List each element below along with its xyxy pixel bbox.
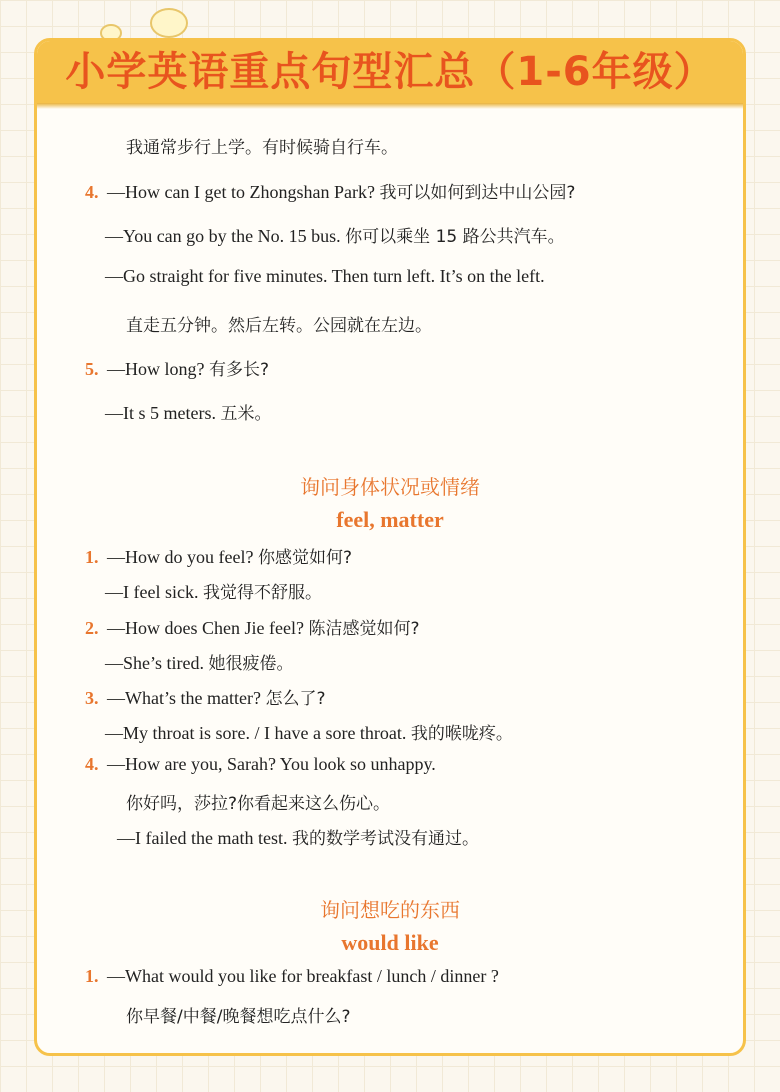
sentence-item (85, 355, 269, 380)
sentence-item (105, 222, 565, 247)
sentence-item (85, 754, 436, 775)
chinese-text: 她很疲倦。 (208, 654, 294, 674)
sentence-item (105, 578, 322, 603)
item-number: 4. (85, 754, 99, 774)
chinese-text: 有多长? (209, 360, 270, 380)
content-card (34, 38, 746, 1056)
banner-divider (37, 103, 743, 109)
english-text: —How are you, Sarah? You look so unhappy. (107, 754, 436, 774)
english-text: —My throat is sore. / I have a sore throat. (105, 723, 407, 743)
sentence-item (85, 543, 352, 568)
item-number: 2. (85, 618, 99, 638)
chinese-text: 你可以乘坐 15 路公共汽车。 (345, 227, 565, 247)
title-banner (37, 41, 743, 103)
sentence-item (105, 719, 513, 744)
section-heading-en: feel, matter (336, 507, 444, 532)
english-text: —How can I get to Zhongshan Park? (107, 182, 375, 202)
section-heading-en: would like (341, 930, 439, 955)
sentence-item (85, 966, 499, 987)
english-text: —What would you like for breakfast / lunch / dinner ? (107, 966, 499, 986)
english-text: —How do you feel? (107, 547, 254, 567)
sentence-item (126, 1002, 350, 1027)
intro-cn-text: 我通常步行上学。有时候骑自行车。 (126, 138, 398, 158)
section-heading-cn: 询问身体状况或情绪 (300, 475, 480, 499)
chinese-text: 你好吗，莎拉?你看起来这么伤心。 (126, 794, 391, 814)
sentence-item (85, 684, 325, 709)
english-text: —Go straight for five minutes. Then turn left. It’s on the left. (105, 266, 545, 286)
sentence-item (105, 649, 294, 674)
chinese-text: 五米。 (220, 404, 272, 424)
chinese-text: 怎么了? (265, 689, 326, 709)
sentence-item (105, 399, 271, 424)
intro-line (126, 133, 398, 158)
chinese-text: 我的数学考试没有通过。 (291, 829, 479, 849)
english-text: —I failed the math test. (117, 828, 288, 848)
english-text: —How does Chen Jie feel? (107, 618, 304, 638)
item-number: 1. (85, 966, 99, 986)
chinese-text: 你感觉如何? (257, 548, 352, 568)
section-heading-cn: 询问想吃的东西 (320, 898, 460, 922)
item-number: 5. (85, 359, 99, 379)
english-text: —How long? (107, 359, 205, 379)
chinese-text: 我觉得不舒服。 (202, 583, 322, 603)
english-text: —You can go by the No. 15 bus. (105, 226, 341, 246)
chinese-text: 你早餐/中餐/晚餐想吃点什么? (126, 1007, 351, 1027)
sentence-item (126, 311, 432, 336)
english-text: —She’s tired. (105, 653, 204, 673)
item-number: 3. (85, 688, 99, 708)
sentence-item (85, 614, 419, 639)
english-text: —I feel sick. (105, 582, 199, 602)
english-text: —What’s the matter? (107, 688, 261, 708)
sentence-item (126, 789, 390, 814)
chinese-text: 陈洁感觉如何? (308, 619, 420, 639)
sentence-item (117, 824, 479, 849)
english-text: —It s 5 meters. (105, 403, 216, 423)
chinese-text: 我可以如何到达中山公园? (379, 183, 576, 203)
item-number: 1. (85, 547, 99, 567)
chinese-text: 直走五分钟。然后左转。公园就在左边。 (126, 316, 432, 336)
page-title: 小学英语重点句型汇总（1-6年级） (65, 49, 715, 95)
chinese-text: 我的喉咙疼。 (410, 724, 513, 744)
item-number: 4. (85, 182, 99, 202)
sentence-item (105, 266, 545, 287)
chick-decoration-icon (150, 8, 190, 38)
sentence-item (85, 178, 575, 203)
